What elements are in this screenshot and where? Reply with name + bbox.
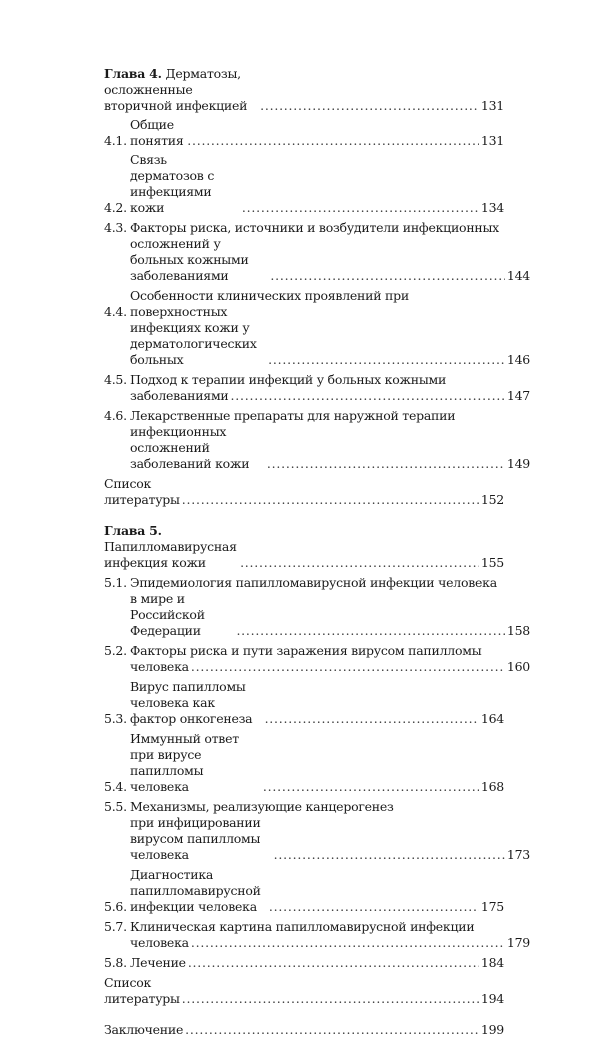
leader-dots bbox=[274, 847, 505, 863]
bibliography-label: Список литературы bbox=[104, 476, 180, 507]
section-page: 131 bbox=[480, 133, 504, 148]
chapter-5-entry[interactable] bbox=[104, 523, 504, 571]
leader-dots bbox=[182, 492, 479, 508]
section-5-1-entry[interactable] bbox=[104, 575, 530, 639]
leader-dots bbox=[185, 1022, 479, 1038]
section-title-line-2: человека bbox=[130, 935, 189, 950]
section-number: 4.4. bbox=[104, 304, 127, 319]
section-title-line-1: Особенности клинических проявлений при поверхностных bbox=[130, 288, 409, 319]
section-number: 5.5. bbox=[104, 799, 127, 814]
leader-dots bbox=[265, 711, 479, 727]
section-page: 147 bbox=[506, 388, 530, 403]
leader-dots bbox=[240, 555, 479, 571]
chapter-4-entry[interactable] bbox=[104, 66, 504, 114]
section-title-line-2: заболеваниями bbox=[130, 388, 229, 403]
section-page: 175 bbox=[480, 899, 504, 914]
section-title-line-2: при инфицировании вирусом папилломы человека bbox=[130, 815, 261, 862]
section-page: 158 bbox=[506, 623, 530, 638]
section-number: 4.1. bbox=[104, 133, 127, 148]
section-number: 4.5. bbox=[104, 372, 127, 387]
section-number: 4.3. bbox=[104, 220, 127, 235]
section-number: 5.8. bbox=[104, 955, 127, 970]
section-4-4-entry[interactable] bbox=[104, 288, 530, 368]
leader-dots bbox=[269, 899, 479, 915]
section-title-line-2: инфекциях кожи у дерматологических больных bbox=[130, 320, 257, 367]
section-4-1-entry[interactable] bbox=[104, 117, 504, 149]
section-page: 164 bbox=[480, 711, 504, 726]
chapter-4-bibliography-entry[interactable] bbox=[104, 476, 504, 508]
conclusion-page: 199 bbox=[480, 1022, 504, 1037]
bibliography-page: 194 bbox=[480, 991, 504, 1006]
section-page: 134 bbox=[480, 200, 504, 215]
leader-dots bbox=[260, 98, 479, 114]
section-number: 5.2. bbox=[104, 643, 127, 658]
section-5-6-entry[interactable] bbox=[104, 867, 504, 915]
section-5-2-entry[interactable] bbox=[104, 643, 530, 675]
section-4-5-entry[interactable] bbox=[104, 372, 530, 404]
section-5-5-entry[interactable] bbox=[104, 799, 530, 863]
section-page: 168 bbox=[480, 779, 504, 794]
chapter-5-page: 155 bbox=[480, 555, 504, 570]
section-title: Связь дерматозов с инфекциями кожи bbox=[130, 152, 215, 215]
section-title-line-2: человека bbox=[130, 659, 189, 674]
chapter-5-label: Глава 5. bbox=[104, 523, 162, 538]
conclusion-entry[interactable] bbox=[104, 1022, 504, 1038]
section-title-line-1: Механизмы, реализующие канцерогенез bbox=[130, 799, 394, 814]
section-5-7-entry[interactable] bbox=[104, 919, 530, 951]
section-4-6-entry[interactable] bbox=[104, 408, 530, 472]
section-title-line-2: осложнений у больных кожными заболеваниями bbox=[130, 236, 249, 283]
section-5-8-entry[interactable] bbox=[104, 955, 504, 971]
section-number: 5.3. bbox=[104, 711, 127, 726]
chapter-4-title: Дерматозы, осложненные вторичной инфекцией bbox=[104, 66, 248, 113]
chapter-4-label: Глава 4. bbox=[104, 66, 162, 81]
section-number: 4.6. bbox=[104, 408, 127, 423]
section-title-line-1: Эпидемиология папилломавирусной инфекции человека bbox=[130, 575, 497, 590]
section-title: Общие понятия bbox=[130, 117, 184, 148]
leader-dots bbox=[231, 388, 505, 404]
chapter-5-title: Папилломавирусная инфекция кожи bbox=[104, 539, 237, 570]
section-title: Иммунный ответ при вирусе папилломы человека bbox=[130, 731, 239, 794]
section-title-line-2: в мире и Российской Федерации bbox=[130, 591, 205, 638]
leader-dots bbox=[191, 659, 505, 675]
section-page: 144 bbox=[506, 268, 530, 283]
section-page: 184 bbox=[480, 955, 504, 970]
section-4-3-entry[interactable] bbox=[104, 220, 530, 284]
chapter-5-bibliography-entry[interactable] bbox=[104, 975, 504, 1007]
section-page: 146 bbox=[506, 352, 530, 367]
leader-dots bbox=[182, 991, 479, 1007]
section-5-3-entry[interactable] bbox=[104, 679, 504, 727]
section-number: 5.6. bbox=[104, 899, 127, 914]
table-of-contents bbox=[104, 66, 530, 1038]
section-page: 179 bbox=[506, 935, 530, 950]
section-number: 5.7. bbox=[104, 919, 127, 934]
section-page: 149 bbox=[506, 456, 530, 471]
section-title: Лечение bbox=[130, 955, 186, 970]
leader-dots bbox=[188, 955, 479, 971]
section-number: 5.1. bbox=[104, 575, 127, 590]
section-number: 4.2. bbox=[104, 200, 127, 215]
bibliography-page: 152 bbox=[480, 492, 504, 507]
conclusion-label: Заключение bbox=[104, 1022, 184, 1037]
section-5-4-entry[interactable] bbox=[104, 731, 504, 795]
leader-dots bbox=[191, 935, 505, 951]
leader-dots bbox=[263, 779, 479, 795]
section-title-line-1: Факторы риска и пути заражения вирусом папилломы bbox=[130, 643, 482, 658]
leader-dots bbox=[242, 200, 479, 216]
leader-dots bbox=[268, 352, 505, 368]
section-page: 160 bbox=[506, 659, 530, 674]
leader-dots bbox=[267, 456, 505, 472]
section-title-line-2: инфекционных осложнений заболеваний кожи bbox=[130, 424, 250, 471]
section-number: 5.4. bbox=[104, 779, 127, 794]
section-page: 173 bbox=[506, 847, 530, 862]
section-title-line-1: Факторы риска, источники и возбудители инфекционных bbox=[130, 220, 499, 235]
bibliography-label: Список литературы bbox=[104, 975, 180, 1006]
chapter-4-page: 131 bbox=[480, 98, 504, 113]
section-title-line-1: Лекарственные препараты для наружной терапии bbox=[130, 408, 456, 423]
section-title-line-1: Клиническая картина папилломавирусной инфекции bbox=[130, 919, 475, 934]
leader-dots bbox=[236, 623, 504, 639]
section-4-2-entry[interactable] bbox=[104, 152, 504, 216]
leader-dots bbox=[187, 133, 479, 149]
section-title-line-1: Подход к терапии инфекций у больных кожными bbox=[130, 372, 447, 387]
leader-dots bbox=[270, 268, 505, 284]
section-title: Вирус папилломы человека как фактор онкогенеза bbox=[130, 679, 253, 726]
section-title: Диагностика папилломавирусной инфекции человека bbox=[130, 867, 261, 914]
